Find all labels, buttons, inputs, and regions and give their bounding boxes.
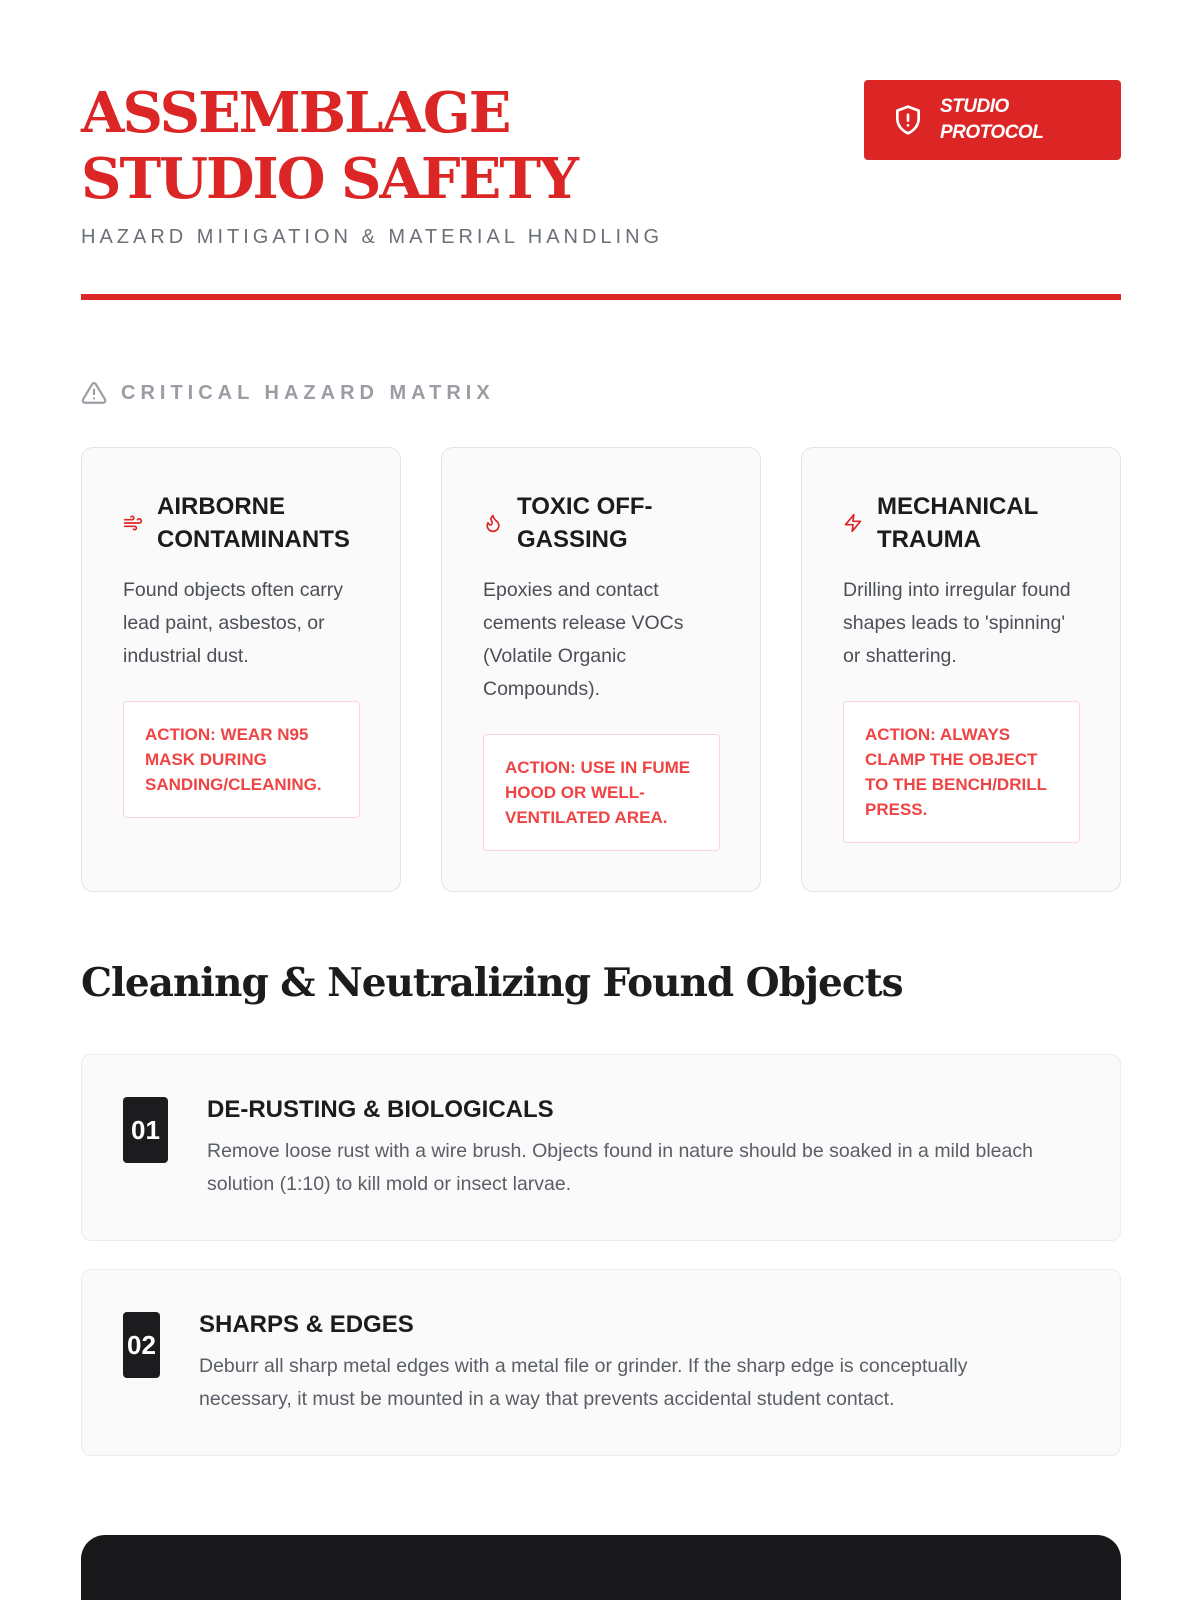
hazard-card-airborne <box>81 447 401 892</box>
wind-icon <box>123 513 143 533</box>
step-number-badge: 01 <box>123 1097 168 1163</box>
hazard-card-body: Drilling into irregular found shapes leads to 'spinning' or shattering. <box>843 579 1071 667</box>
step-number-badge: 02 <box>123 1312 160 1378</box>
cleaning-step <box>81 1054 1121 1241</box>
step-description: Remove loose rust with a wire brush. Objects found in nature should be soaked in a mild bleach solution (1:10) to kill mold or insect larvae. <box>207 1140 1033 1195</box>
header-divider <box>81 294 1121 300</box>
step-title: DE-RUSTING & BIOLOGICALS <box>207 1096 554 1123</box>
zap-icon <box>843 513 863 533</box>
page-header <box>81 80 1121 249</box>
hazard-cards <box>81 447 1121 892</box>
hazard-card-title: AIRBORNE CONTAMINANTS <box>157 493 350 553</box>
flame-icon <box>483 513 503 533</box>
page-title: ASSEMBLAGE STUDIO SAFETY <box>81 80 577 212</box>
hazard-card-action: ACTION: ALWAYS CLAMP THE OBJECT TO THE BENCH/DRILL PRESS. <box>843 701 1080 843</box>
hazard-card-title: TOXIC OFF-GASSING <box>517 493 653 553</box>
warning-triangle-icon <box>81 380 107 406</box>
hazard-card-action: ACTION: USE IN FUME HOOD OR WELL-VENTILATED AREA. <box>483 734 720 851</box>
hazard-matrix-label <box>81 380 495 406</box>
step-title: SHARPS & EDGES <box>199 1311 414 1338</box>
cleaning-heading: Cleaning & Neutralizing Found Objects <box>81 960 903 1006</box>
studio-protocol-badge <box>864 80 1121 160</box>
page-subtitle: HAZARD MITIGATION & MATERIAL HANDLING <box>81 226 664 248</box>
hazard-card-body: Epoxies and contact cements release VOCs (Volatile Organic Compounds). <box>483 579 684 700</box>
cleaning-step <box>81 1269 1121 1456</box>
badge-label: STUDIO PROTOCOL <box>940 96 1044 143</box>
footer-panel <box>81 1535 1121 1600</box>
shield-alert-icon <box>892 104 924 136</box>
hazard-card-body: Found objects often carry lead paint, asbestos, or industrial dust. <box>123 579 344 667</box>
step-description: Deburr all sharp metal edges with a metal file or grinder. If the sharp edge is conceptually necessary, it must be mounted in a way that prevents accidental student contact. <box>199 1355 968 1410</box>
hazard-card-title: MECHANICAL TRAUMA <box>877 493 1038 553</box>
section-label-text: CRITICAL HAZARD MATRIX <box>121 381 495 404</box>
hazard-card-action: ACTION: WEAR N95 MASK DURING SANDING/CLEANING. <box>123 701 360 818</box>
hazard-card-toxic <box>441 447 761 892</box>
hazard-card-mechanical <box>801 447 1121 892</box>
